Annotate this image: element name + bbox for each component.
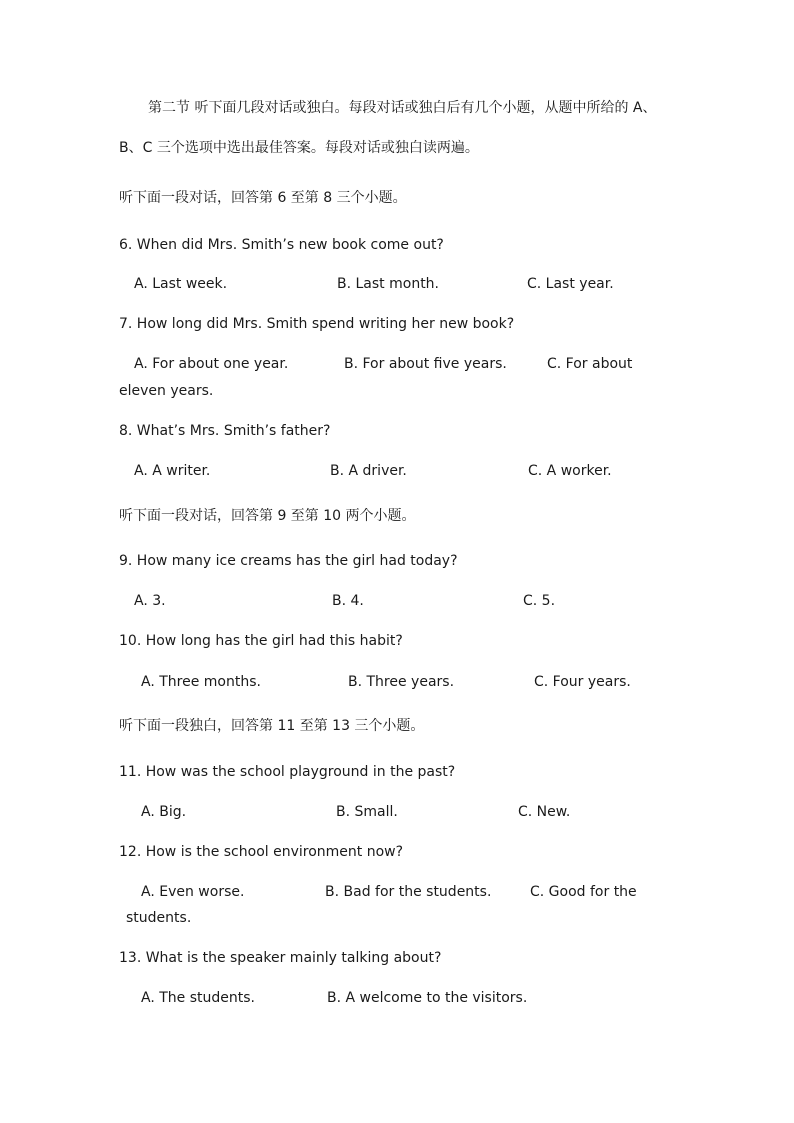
question-stem: 13. What is the speaker mainly talking about? bbox=[119, 950, 442, 966]
option-a: A. Three months. bbox=[141, 674, 261, 690]
option-a: A. 3. bbox=[134, 593, 166, 609]
option-c: C. New. bbox=[518, 804, 571, 820]
option-c: C. A worker. bbox=[528, 463, 612, 479]
option-b: B. Bad for the students. bbox=[325, 884, 492, 900]
option-c: C. For about bbox=[547, 356, 633, 372]
question-stem: 7. How long did Mrs. Smith spend writing her new book? bbox=[119, 316, 515, 332]
question-stem: 12. How is the school environment now? bbox=[119, 844, 404, 860]
option-continuation: eleven years. bbox=[119, 383, 214, 399]
option-b: B. Three years. bbox=[348, 674, 455, 690]
option-c: C. Good for the bbox=[530, 884, 637, 900]
option-b: B. 4. bbox=[332, 593, 364, 609]
question-stem: 9. How many ice creams has the girl had today? bbox=[119, 553, 458, 569]
group-heading: 听下面一段对话，回答第 9 至第 10 两个小题。 bbox=[119, 508, 416, 524]
section-intro-line-1: 第二节 听下面几段对话或独白。每段对话或独白后有几个小题，从题中所给的 A、 bbox=[148, 100, 657, 116]
option-continuation: students. bbox=[126, 910, 192, 926]
question-stem: 11. How was the school playground in the past? bbox=[119, 764, 456, 780]
group-heading: 听下面一段对话，回答第 6 至第 8 三个小题。 bbox=[119, 190, 407, 206]
option-c: C. Four years. bbox=[534, 674, 631, 690]
option-a: A. Last week. bbox=[134, 276, 228, 292]
group-heading: 听下面一段独白，回答第 11 至第 13 三个小题。 bbox=[119, 718, 425, 734]
option-b: B. Last month. bbox=[337, 276, 440, 292]
option-c: C. 5. bbox=[523, 593, 556, 609]
option-a: A. The students. bbox=[141, 990, 255, 1006]
option-c: C. Last year. bbox=[527, 276, 614, 292]
question-stem: 8. What’s Mrs. Smith’s father? bbox=[119, 423, 331, 439]
option-a: A. Even worse. bbox=[141, 884, 245, 900]
option-a: A. A writer. bbox=[134, 463, 211, 479]
option-a: A. For about one year. bbox=[134, 356, 289, 372]
question-stem: 6. When did Mrs. Smith’s new book come out? bbox=[119, 237, 444, 253]
option-a: A. Big. bbox=[141, 804, 187, 820]
section-intro-line-2: B、C 三个选项中选出最佳答案。每段对话或独白读两遍。 bbox=[119, 140, 479, 156]
option-b: B. A welcome to the visitors. bbox=[327, 990, 528, 1006]
option-b: B. Small. bbox=[336, 804, 398, 820]
option-b: B. For about five years. bbox=[344, 356, 507, 372]
question-stem: 10. How long has the girl had this habit? bbox=[119, 633, 403, 649]
option-b: B. A driver. bbox=[330, 463, 407, 479]
